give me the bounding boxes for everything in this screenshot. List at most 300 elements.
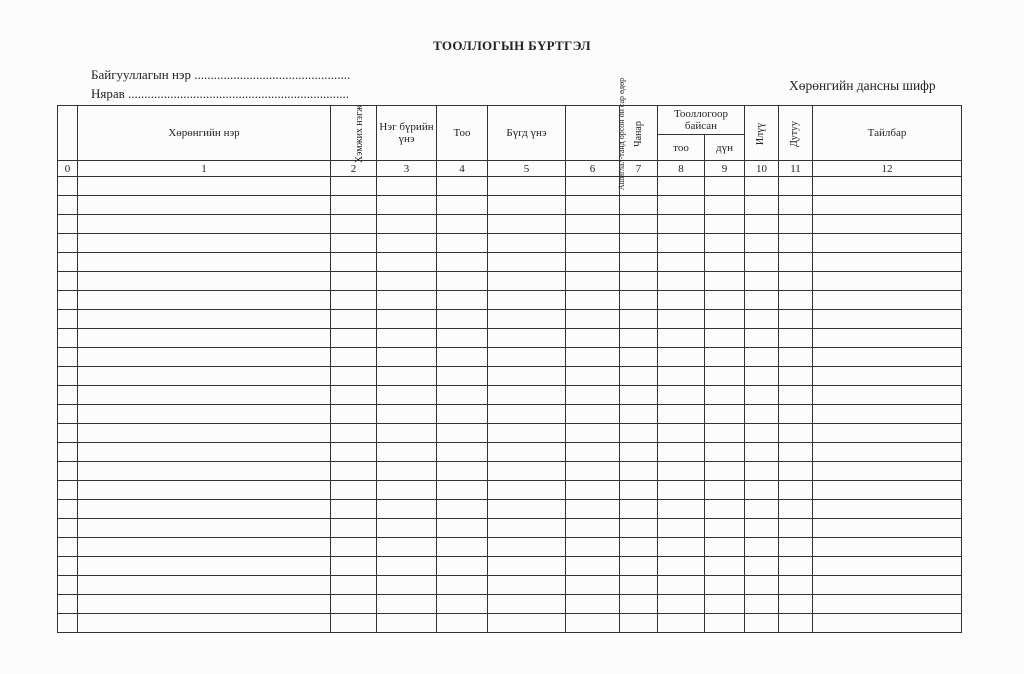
table-cell[interactable] <box>331 519 377 538</box>
table-cell[interactable] <box>437 595 488 614</box>
table-cell[interactable] <box>745 519 779 538</box>
table-cell[interactable] <box>566 196 620 215</box>
table-cell[interactable] <box>377 272 437 291</box>
table-cell[interactable] <box>331 329 377 348</box>
table-cell[interactable] <box>377 481 437 500</box>
table-cell[interactable] <box>745 424 779 443</box>
table-cell[interactable] <box>779 405 813 424</box>
table-cell[interactable] <box>331 348 377 367</box>
table-cell[interactable] <box>813 177 962 196</box>
table-cell[interactable] <box>58 576 78 595</box>
table-cell[interactable] <box>566 348 620 367</box>
table-cell[interactable] <box>488 329 566 348</box>
table-cell[interactable] <box>705 272 745 291</box>
table-cell[interactable] <box>813 405 962 424</box>
table-cell[interactable] <box>437 614 488 633</box>
table-cell[interactable] <box>377 196 437 215</box>
table-cell[interactable] <box>78 196 331 215</box>
table-cell[interactable] <box>658 481 705 500</box>
table-cell[interactable] <box>58 386 78 405</box>
table-cell[interactable] <box>488 291 566 310</box>
table-cell[interactable] <box>620 329 658 348</box>
table-cell[interactable] <box>658 177 705 196</box>
table-cell[interactable] <box>78 215 331 234</box>
table-cell[interactable] <box>331 614 377 633</box>
table-cell[interactable] <box>779 253 813 272</box>
table-cell[interactable] <box>488 310 566 329</box>
table-cell[interactable] <box>813 367 962 386</box>
table-cell[interactable] <box>779 329 813 348</box>
table-cell[interactable] <box>377 462 437 481</box>
table-cell[interactable] <box>745 291 779 310</box>
table-cell[interactable] <box>813 557 962 576</box>
table-cell[interactable] <box>705 462 745 481</box>
table-cell[interactable] <box>779 310 813 329</box>
table-cell[interactable] <box>488 443 566 462</box>
table-cell[interactable] <box>566 443 620 462</box>
table-cell[interactable] <box>488 253 566 272</box>
table-cell[interactable] <box>658 424 705 443</box>
table-cell[interactable] <box>566 177 620 196</box>
table-cell[interactable] <box>437 443 488 462</box>
table-cell[interactable] <box>620 538 658 557</box>
table-cell[interactable] <box>78 367 331 386</box>
table-cell[interactable] <box>78 500 331 519</box>
table-cell[interactable] <box>658 519 705 538</box>
table-cell[interactable] <box>488 424 566 443</box>
table-cell[interactable] <box>437 234 488 253</box>
table-cell[interactable] <box>813 310 962 329</box>
table-cell[interactable] <box>437 367 488 386</box>
table-cell[interactable] <box>331 405 377 424</box>
table-cell[interactable] <box>58 595 78 614</box>
table-cell[interactable] <box>78 177 331 196</box>
table-cell[interactable] <box>779 576 813 595</box>
table-cell[interactable] <box>488 614 566 633</box>
table-cell[interactable] <box>331 272 377 291</box>
table-cell[interactable] <box>377 329 437 348</box>
table-cell[interactable] <box>331 443 377 462</box>
table-cell[interactable] <box>78 557 331 576</box>
table-cell[interactable] <box>745 481 779 500</box>
table-cell[interactable] <box>620 310 658 329</box>
table-cell[interactable] <box>779 443 813 462</box>
table-cell[interactable] <box>779 557 813 576</box>
table-cell[interactable] <box>331 424 377 443</box>
table-cell[interactable] <box>331 557 377 576</box>
table-cell[interactable] <box>78 348 331 367</box>
table-cell[interactable] <box>705 348 745 367</box>
table-cell[interactable] <box>620 253 658 272</box>
table-cell[interactable] <box>813 272 962 291</box>
table-cell[interactable] <box>488 500 566 519</box>
table-cell[interactable] <box>779 614 813 633</box>
table-cell[interactable] <box>566 614 620 633</box>
table-cell[interactable] <box>658 443 705 462</box>
table-cell[interactable] <box>813 595 962 614</box>
table-cell[interactable] <box>779 234 813 253</box>
table-cell[interactable] <box>813 576 962 595</box>
table-cell[interactable] <box>58 538 78 557</box>
table-cell[interactable] <box>745 234 779 253</box>
table-cell[interactable] <box>377 500 437 519</box>
table-cell[interactable] <box>658 348 705 367</box>
table-cell[interactable] <box>705 177 745 196</box>
table-cell[interactable] <box>745 329 779 348</box>
table-cell[interactable] <box>488 538 566 557</box>
table-cell[interactable] <box>566 272 620 291</box>
table-cell[interactable] <box>437 405 488 424</box>
table-cell[interactable] <box>658 595 705 614</box>
table-cell[interactable] <box>813 443 962 462</box>
table-cell[interactable] <box>620 595 658 614</box>
table-cell[interactable] <box>566 215 620 234</box>
table-cell[interactable] <box>566 424 620 443</box>
table-cell[interactable] <box>813 329 962 348</box>
table-cell[interactable] <box>658 215 705 234</box>
table-cell[interactable] <box>331 500 377 519</box>
table-cell[interactable] <box>331 310 377 329</box>
table-cell[interactable] <box>813 215 962 234</box>
table-cell[interactable] <box>437 272 488 291</box>
table-cell[interactable] <box>331 196 377 215</box>
table-cell[interactable] <box>377 595 437 614</box>
table-cell[interactable] <box>377 443 437 462</box>
table-cell[interactable] <box>566 538 620 557</box>
table-cell[interactable] <box>488 215 566 234</box>
table-cell[interactable] <box>658 557 705 576</box>
table-cell[interactable] <box>705 576 745 595</box>
table-cell[interactable] <box>58 481 78 500</box>
table-cell[interactable] <box>437 557 488 576</box>
table-cell[interactable] <box>377 576 437 595</box>
table-cell[interactable] <box>566 557 620 576</box>
table-cell[interactable] <box>658 614 705 633</box>
table-cell[interactable] <box>779 481 813 500</box>
table-cell[interactable] <box>488 519 566 538</box>
table-cell[interactable] <box>488 386 566 405</box>
table-cell[interactable] <box>620 234 658 253</box>
table-cell[interactable] <box>745 196 779 215</box>
table-cell[interactable] <box>620 196 658 215</box>
table-cell[interactable] <box>779 595 813 614</box>
table-cell[interactable] <box>377 310 437 329</box>
table-cell[interactable] <box>437 481 488 500</box>
table-cell[interactable] <box>705 538 745 557</box>
table-cell[interactable] <box>78 462 331 481</box>
table-cell[interactable] <box>745 538 779 557</box>
table-cell[interactable] <box>658 272 705 291</box>
table-cell[interactable] <box>566 291 620 310</box>
table-cell[interactable] <box>437 215 488 234</box>
table-cell[interactable] <box>745 215 779 234</box>
table-cell[interactable] <box>58 177 78 196</box>
table-cell[interactable] <box>377 405 437 424</box>
table-cell[interactable] <box>779 215 813 234</box>
table-cell[interactable] <box>813 234 962 253</box>
table-cell[interactable] <box>377 557 437 576</box>
table-cell[interactable] <box>705 443 745 462</box>
table-cell[interactable] <box>566 595 620 614</box>
table-cell[interactable] <box>58 234 78 253</box>
table-cell[interactable] <box>331 576 377 595</box>
table-cell[interactable] <box>58 614 78 633</box>
table-cell[interactable] <box>78 310 331 329</box>
table-cell[interactable] <box>566 367 620 386</box>
table-cell[interactable] <box>779 519 813 538</box>
table-cell[interactable] <box>488 557 566 576</box>
table-cell[interactable] <box>779 462 813 481</box>
table-cell[interactable] <box>813 538 962 557</box>
table-cell[interactable] <box>377 348 437 367</box>
table-cell[interactable] <box>331 462 377 481</box>
table-cell[interactable] <box>620 519 658 538</box>
table-cell[interactable] <box>488 348 566 367</box>
table-cell[interactable] <box>377 519 437 538</box>
table-cell[interactable] <box>745 405 779 424</box>
table-cell[interactable] <box>813 424 962 443</box>
table-cell[interactable] <box>566 462 620 481</box>
table-cell[interactable] <box>705 310 745 329</box>
table-cell[interactable] <box>705 234 745 253</box>
table-cell[interactable] <box>566 310 620 329</box>
table-cell[interactable] <box>78 253 331 272</box>
table-cell[interactable] <box>620 424 658 443</box>
table-cell[interactable] <box>705 557 745 576</box>
table-cell[interactable] <box>658 234 705 253</box>
table-cell[interactable] <box>566 386 620 405</box>
table-cell[interactable] <box>488 196 566 215</box>
table-cell[interactable] <box>437 177 488 196</box>
table-cell[interactable] <box>78 443 331 462</box>
table-cell[interactable] <box>58 557 78 576</box>
table-cell[interactable] <box>377 424 437 443</box>
table-cell[interactable] <box>331 481 377 500</box>
table-cell[interactable] <box>779 386 813 405</box>
table-cell[interactable] <box>58 519 78 538</box>
table-cell[interactable] <box>658 367 705 386</box>
table-cell[interactable] <box>779 291 813 310</box>
table-cell[interactable] <box>813 462 962 481</box>
table-cell[interactable] <box>745 386 779 405</box>
table-cell[interactable] <box>58 215 78 234</box>
table-cell[interactable] <box>331 177 377 196</box>
table-cell[interactable] <box>705 519 745 538</box>
table-cell[interactable] <box>78 595 331 614</box>
table-cell[interactable] <box>566 405 620 424</box>
table-cell[interactable] <box>745 253 779 272</box>
table-cell[interactable] <box>437 424 488 443</box>
table-cell[interactable] <box>620 367 658 386</box>
table-cell[interactable] <box>78 424 331 443</box>
table-cell[interactable] <box>620 405 658 424</box>
table-cell[interactable] <box>58 291 78 310</box>
table-cell[interactable] <box>745 557 779 576</box>
table-cell[interactable] <box>331 538 377 557</box>
table-cell[interactable] <box>813 291 962 310</box>
table-cell[interactable] <box>566 481 620 500</box>
table-cell[interactable] <box>620 557 658 576</box>
table-cell[interactable] <box>331 253 377 272</box>
table-cell[interactable] <box>813 614 962 633</box>
table-cell[interactable] <box>745 443 779 462</box>
table-cell[interactable] <box>437 519 488 538</box>
table-cell[interactable] <box>620 614 658 633</box>
table-cell[interactable] <box>705 595 745 614</box>
table-cell[interactable] <box>745 500 779 519</box>
table-cell[interactable] <box>658 462 705 481</box>
table-cell[interactable] <box>331 367 377 386</box>
table-cell[interactable] <box>58 196 78 215</box>
table-cell[interactable] <box>58 405 78 424</box>
table-cell[interactable] <box>437 310 488 329</box>
table-cell[interactable] <box>658 310 705 329</box>
table-cell[interactable] <box>779 272 813 291</box>
table-cell[interactable] <box>78 291 331 310</box>
table-cell[interactable] <box>620 348 658 367</box>
table-cell[interactable] <box>745 462 779 481</box>
table-cell[interactable] <box>437 576 488 595</box>
table-cell[interactable] <box>566 576 620 595</box>
table-cell[interactable] <box>745 595 779 614</box>
table-cell[interactable] <box>488 576 566 595</box>
table-cell[interactable] <box>745 177 779 196</box>
table-cell[interactable] <box>705 367 745 386</box>
table-cell[interactable] <box>779 367 813 386</box>
table-cell[interactable] <box>331 234 377 253</box>
table-cell[interactable] <box>58 348 78 367</box>
table-cell[interactable] <box>620 443 658 462</box>
table-cell[interactable] <box>437 348 488 367</box>
table-cell[interactable] <box>377 367 437 386</box>
table-cell[interactable] <box>58 367 78 386</box>
table-cell[interactable] <box>705 386 745 405</box>
table-cell[interactable] <box>437 291 488 310</box>
table-cell[interactable] <box>58 500 78 519</box>
table-cell[interactable] <box>331 291 377 310</box>
table-cell[interactable] <box>377 253 437 272</box>
table-cell[interactable] <box>658 500 705 519</box>
table-cell[interactable] <box>566 329 620 348</box>
table-cell[interactable] <box>331 595 377 614</box>
table-cell[interactable] <box>658 253 705 272</box>
table-cell[interactable] <box>705 481 745 500</box>
table-cell[interactable] <box>78 481 331 500</box>
table-cell[interactable] <box>488 595 566 614</box>
table-cell[interactable] <box>813 386 962 405</box>
table-cell[interactable] <box>779 424 813 443</box>
table-cell[interactable] <box>658 538 705 557</box>
table-cell[interactable] <box>745 576 779 595</box>
table-cell[interactable] <box>745 367 779 386</box>
table-cell[interactable] <box>488 405 566 424</box>
table-cell[interactable] <box>377 177 437 196</box>
table-cell[interactable] <box>705 253 745 272</box>
table-cell[interactable] <box>620 215 658 234</box>
table-cell[interactable] <box>377 215 437 234</box>
table-cell[interactable] <box>488 462 566 481</box>
table-cell[interactable] <box>813 348 962 367</box>
table-cell[interactable] <box>331 215 377 234</box>
table-cell[interactable] <box>658 405 705 424</box>
table-cell[interactable] <box>745 614 779 633</box>
table-cell[interactable] <box>705 424 745 443</box>
table-cell[interactable] <box>377 234 437 253</box>
table-cell[interactable] <box>331 386 377 405</box>
table-cell[interactable] <box>745 310 779 329</box>
table-cell[interactable] <box>705 215 745 234</box>
table-cell[interactable] <box>779 196 813 215</box>
table-cell[interactable] <box>488 481 566 500</box>
table-cell[interactable] <box>620 291 658 310</box>
table-cell[interactable] <box>705 329 745 348</box>
table-cell[interactable] <box>620 272 658 291</box>
table-cell[interactable] <box>78 405 331 424</box>
table-cell[interactable] <box>658 196 705 215</box>
table-cell[interactable] <box>620 500 658 519</box>
table-cell[interactable] <box>437 253 488 272</box>
table-cell[interactable] <box>813 519 962 538</box>
table-cell[interactable] <box>705 196 745 215</box>
table-cell[interactable] <box>78 329 331 348</box>
table-cell[interactable] <box>78 614 331 633</box>
table-cell[interactable] <box>705 614 745 633</box>
table-cell[interactable] <box>658 291 705 310</box>
table-cell[interactable] <box>488 272 566 291</box>
table-cell[interactable] <box>658 329 705 348</box>
table-cell[interactable] <box>620 576 658 595</box>
table-cell[interactable] <box>813 481 962 500</box>
table-cell[interactable] <box>779 538 813 557</box>
table-cell[interactable] <box>705 291 745 310</box>
table-cell[interactable] <box>377 614 437 633</box>
table-cell[interactable] <box>377 291 437 310</box>
table-cell[interactable] <box>620 462 658 481</box>
table-cell[interactable] <box>58 329 78 348</box>
table-cell[interactable] <box>779 177 813 196</box>
table-cell[interactable] <box>779 500 813 519</box>
table-cell[interactable] <box>377 538 437 557</box>
table-cell[interactable] <box>620 481 658 500</box>
table-cell[interactable] <box>488 367 566 386</box>
table-cell[interactable] <box>437 196 488 215</box>
table-cell[interactable] <box>437 329 488 348</box>
table-cell[interactable] <box>78 576 331 595</box>
table-cell[interactable] <box>566 234 620 253</box>
table-cell[interactable] <box>78 234 331 253</box>
table-cell[interactable] <box>705 405 745 424</box>
table-cell[interactable] <box>78 519 331 538</box>
table-cell[interactable] <box>58 310 78 329</box>
table-cell[interactable] <box>658 576 705 595</box>
table-cell[interactable] <box>745 348 779 367</box>
table-cell[interactable] <box>488 177 566 196</box>
table-cell[interactable] <box>813 196 962 215</box>
table-cell[interactable] <box>78 272 331 291</box>
table-cell[interactable] <box>58 424 78 443</box>
table-cell[interactable] <box>78 386 331 405</box>
table-cell[interactable] <box>813 500 962 519</box>
table-cell[interactable] <box>58 443 78 462</box>
table-cell[interactable] <box>58 253 78 272</box>
table-cell[interactable] <box>566 519 620 538</box>
table-cell[interactable] <box>488 234 566 253</box>
table-cell[interactable] <box>377 386 437 405</box>
table-cell[interactable] <box>437 386 488 405</box>
table-cell[interactable] <box>437 538 488 557</box>
table-cell[interactable] <box>658 386 705 405</box>
table-cell[interactable] <box>78 538 331 557</box>
